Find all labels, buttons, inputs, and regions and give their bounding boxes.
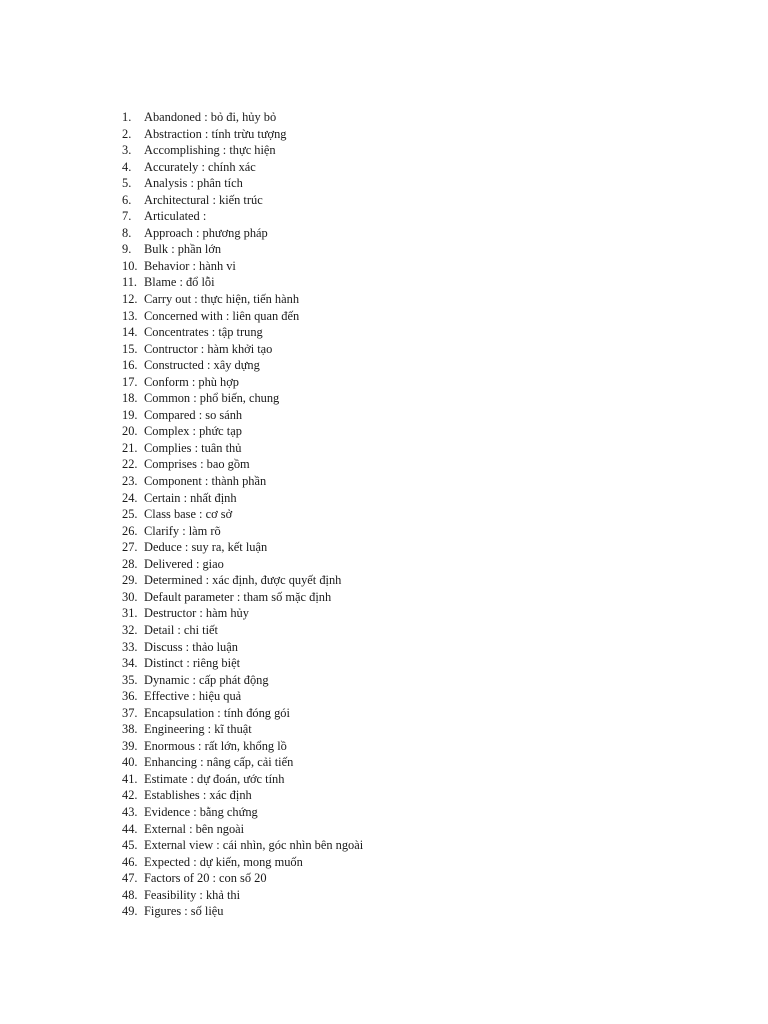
- item-number: 4.: [122, 159, 132, 174]
- item-term-definition: Concentrates : tập trung: [144, 325, 263, 340]
- list-item: [122, 142, 363, 159]
- list-item: [122, 903, 363, 920]
- item-term-definition: Architectural : kiến trúc: [144, 192, 263, 207]
- item-number: 3.: [122, 143, 132, 158]
- item-term-definition: Comprises : bao gồm: [144, 457, 250, 472]
- item-term-definition: Constructed : xây dựng: [144, 358, 260, 373]
- item-term-definition: Evidence : bằng chứng: [144, 804, 258, 819]
- item-number: 29.: [122, 573, 138, 588]
- item-number: 20.: [122, 424, 138, 439]
- list-item: [122, 159, 363, 176]
- item-number: 46.: [122, 854, 138, 869]
- item-number: 23.: [122, 474, 138, 489]
- item-number: 37.: [122, 705, 138, 720]
- list-item: [122, 589, 363, 606]
- item-number: 39.: [122, 738, 138, 753]
- list-item: [122, 754, 363, 771]
- list-item: [122, 705, 363, 722]
- item-term-definition: Accomplishing : thực hiện: [144, 143, 276, 158]
- list-item: [122, 622, 363, 639]
- item-number: 22.: [122, 457, 138, 472]
- vocabulary-list: [122, 109, 363, 920]
- item-term-definition: Behavior : hành vi: [144, 258, 236, 273]
- item-number: 38.: [122, 722, 138, 737]
- item-term-definition: Analysis : phân tích: [144, 176, 243, 191]
- item-term-definition: External view : cái nhìn, góc nhìn bên ngoài: [144, 838, 364, 853]
- item-number: 35.: [122, 672, 138, 687]
- item-number: 30.: [122, 589, 138, 604]
- list-item: [122, 539, 363, 556]
- item-term-definition: Accurately : chính xác: [144, 159, 256, 174]
- item-term-definition: Articulated :: [144, 209, 207, 224]
- list-item: [122, 341, 363, 358]
- list-item: [122, 738, 363, 755]
- item-number: 34.: [122, 656, 138, 671]
- list-item: [122, 556, 363, 573]
- item-term-definition: Determined : xác định, được quyết định: [144, 573, 342, 588]
- item-term-definition: Component : thành phần: [144, 474, 267, 489]
- item-term-definition: Enormous : rất lớn, khổng lồ: [144, 738, 287, 753]
- item-term-definition: Contructor : hàm khởi tạo: [144, 341, 273, 356]
- list-item: [122, 506, 363, 523]
- list-item: [122, 721, 363, 738]
- item-number: 33.: [122, 639, 138, 654]
- item-number: 14.: [122, 325, 138, 340]
- item-number: 9.: [122, 242, 132, 257]
- item-term-definition: Distinct : riêng biệt: [144, 656, 241, 671]
- list-item: [122, 572, 363, 589]
- list-item: [122, 821, 363, 838]
- item-term-definition: Expected : dự kiến, mong muốn: [144, 854, 303, 869]
- item-number: 1.: [122, 110, 132, 124]
- list-item: [122, 490, 363, 507]
- item-term-definition: Abandoned : bỏ đi, hủy bỏ: [144, 110, 277, 124]
- list-item: [122, 291, 363, 308]
- item-number: 6.: [122, 192, 132, 207]
- item-number: 28.: [122, 556, 138, 571]
- item-term-definition: Bulk : phần lớn: [144, 242, 222, 257]
- item-number: 10.: [122, 258, 138, 273]
- item-number: 2.: [122, 126, 132, 141]
- item-number: 36.: [122, 689, 138, 704]
- list-item: [122, 605, 363, 622]
- item-term-definition: Concerned with : liên quan đến: [144, 308, 300, 323]
- item-number: 24.: [122, 490, 138, 505]
- item-term-definition: Feasibility : khả thi: [144, 887, 241, 902]
- item-term-definition: Clarify : làm rõ: [144, 523, 221, 538]
- item-term-definition: Destructor : hàm hủy: [144, 606, 249, 621]
- item-number: 8.: [122, 225, 132, 240]
- item-number: 32.: [122, 622, 138, 637]
- list-item: [122, 887, 363, 904]
- item-number: 48.: [122, 887, 138, 902]
- list-item: [122, 407, 363, 424]
- item-number: 16.: [122, 358, 138, 373]
- list-item: [122, 390, 363, 407]
- list-item: [122, 208, 363, 225]
- item-number: 43.: [122, 804, 138, 819]
- item-number: 11.: [122, 275, 138, 290]
- list-item: [122, 655, 363, 672]
- list-item: [122, 423, 363, 440]
- list-item: [122, 324, 363, 341]
- item-number: 41.: [122, 771, 138, 786]
- item-number: 15.: [122, 341, 138, 356]
- item-term-definition: Detail : chi tiết: [144, 622, 218, 637]
- item-term-definition: Class base : cơ sở: [144, 507, 233, 522]
- item-term-definition: Abstraction : tính trừu tượng: [144, 126, 287, 141]
- item-number: 21.: [122, 440, 138, 455]
- list-item: [122, 225, 363, 242]
- item-term-definition: Complex : phức tạp: [144, 424, 242, 439]
- item-number: 47.: [122, 871, 138, 886]
- item-term-definition: Certain : nhất định: [144, 490, 237, 505]
- item-number: 25.: [122, 507, 138, 522]
- item-term-definition: Compared : so sánh: [144, 407, 243, 422]
- item-term-definition: External : bên ngoài: [144, 821, 245, 836]
- list-item: [122, 688, 363, 705]
- item-term-definition: Delivered : giao: [144, 556, 224, 571]
- item-term-definition: Approach : phương pháp: [144, 225, 268, 240]
- item-term-definition: Conform : phù hợp: [144, 374, 240, 389]
- list-item: [122, 837, 363, 854]
- list-item: [122, 456, 363, 473]
- item-term-definition: Factors of 20 : con số 20: [144, 871, 267, 886]
- list-item: [122, 192, 363, 209]
- item-number: 17.: [122, 374, 138, 389]
- list-item: [122, 771, 363, 788]
- list-item: [122, 241, 363, 258]
- item-number: 40.: [122, 755, 138, 770]
- list-item: [122, 639, 363, 656]
- item-number: 7.: [122, 209, 132, 224]
- item-number: 49.: [122, 904, 138, 919]
- list-item: [122, 308, 363, 325]
- item-term-definition: Enhancing : nâng cấp, cải tiến: [144, 755, 294, 770]
- item-term-definition: Deduce : suy ra, kết luận: [144, 540, 268, 555]
- list-item: [122, 374, 363, 391]
- list-item: [122, 870, 363, 887]
- item-number: 26.: [122, 523, 138, 538]
- item-number: 5.: [122, 176, 132, 191]
- item-term-definition: Dynamic : cấp phát động: [144, 672, 269, 687]
- item-number: 45.: [122, 838, 138, 853]
- item-term-definition: Common : phổ biến, chung: [144, 391, 280, 406]
- list-item: [122, 787, 363, 804]
- list-item: [122, 672, 363, 689]
- item-term-definition: Engineering : kĩ thuật: [144, 722, 252, 737]
- item-term-definition: Blame : đổ lỗi: [144, 275, 215, 290]
- list-item: [122, 357, 363, 374]
- item-number: 31.: [122, 606, 138, 621]
- item-number: 13.: [122, 308, 138, 323]
- item-term-definition: Effective : hiệu quả: [144, 689, 242, 704]
- item-number: 19.: [122, 407, 138, 422]
- item-term-definition: Default parameter : tham số mặc định: [144, 589, 332, 604]
- list-item: [122, 523, 363, 540]
- list-item: [122, 274, 363, 291]
- list-item: [122, 175, 363, 192]
- item-number: 42.: [122, 788, 138, 803]
- list-item: [122, 440, 363, 457]
- item-term-definition: Establishes : xác định: [144, 788, 252, 803]
- item-number: 12.: [122, 292, 138, 307]
- item-term-definition: Discuss : thảo luận: [144, 639, 238, 654]
- list-item: [122, 804, 363, 821]
- list-item: [122, 109, 363, 126]
- item-number: 44.: [122, 821, 138, 836]
- list-item: [122, 258, 363, 275]
- list-item: [122, 854, 363, 871]
- item-term-definition: Figures : số liệu: [144, 904, 224, 919]
- item-term-definition: Estimate : dự đoán, ước tính: [144, 771, 285, 786]
- list-item: [122, 126, 363, 143]
- item-number: 18.: [122, 391, 138, 406]
- item-term-definition: Complies : tuân thủ: [144, 440, 242, 455]
- list-item: [122, 473, 363, 490]
- item-number: 27.: [122, 540, 138, 555]
- item-term-definition: Carry out : thực hiện, tiến hành: [144, 292, 300, 307]
- item-term-definition: Encapsulation : tính đóng gói: [144, 705, 290, 720]
